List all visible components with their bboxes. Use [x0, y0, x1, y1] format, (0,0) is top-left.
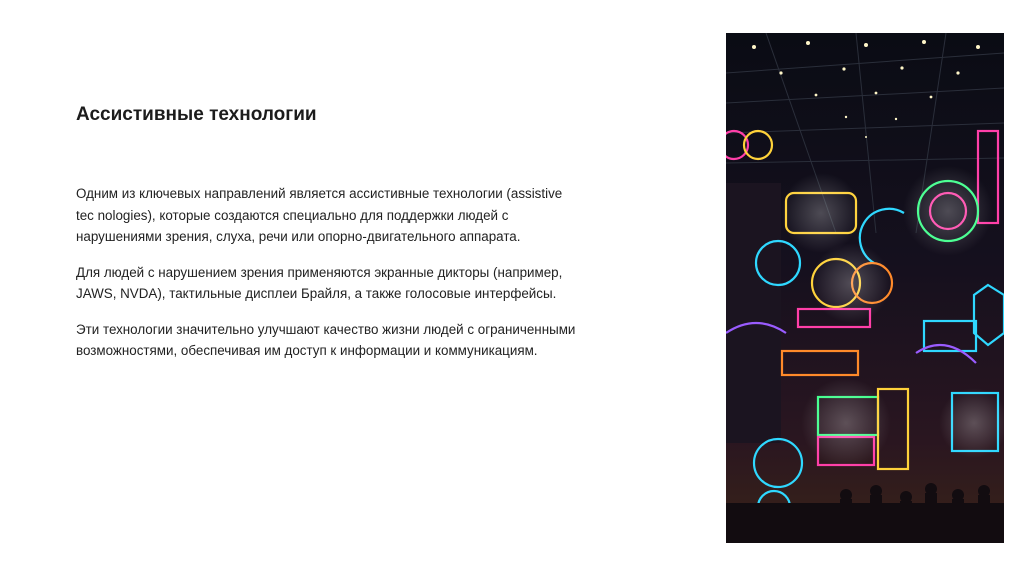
paragraph-2: Для людей с нарушением зрения применяются экранные дикторы (например, JAWS, NVDA), тактильные дисплеи Брайля, а также голосовые интерфейсы.	[76, 264, 563, 301]
paragraph-3: Эти технологии значительно улучшают качество жизни людей с ограниченными возможностями, обеспечивая им доступ к информации и коммуникациям.	[76, 321, 576, 358]
neon-signs-photo	[726, 33, 1004, 543]
slide-title: Ассистивные технологии	[76, 104, 317, 125]
neon-signs-illustration	[726, 33, 1004, 543]
paragraph-1: Одним из ключевых направлений является ассистивные технологии (assistive tec nologies), которые создаются специально для поддержки людей с нарушениями зрения, слуха, речи или опорно-двигательного аппарата.	[76, 186, 563, 244]
slide-body	[76, 183, 576, 376]
